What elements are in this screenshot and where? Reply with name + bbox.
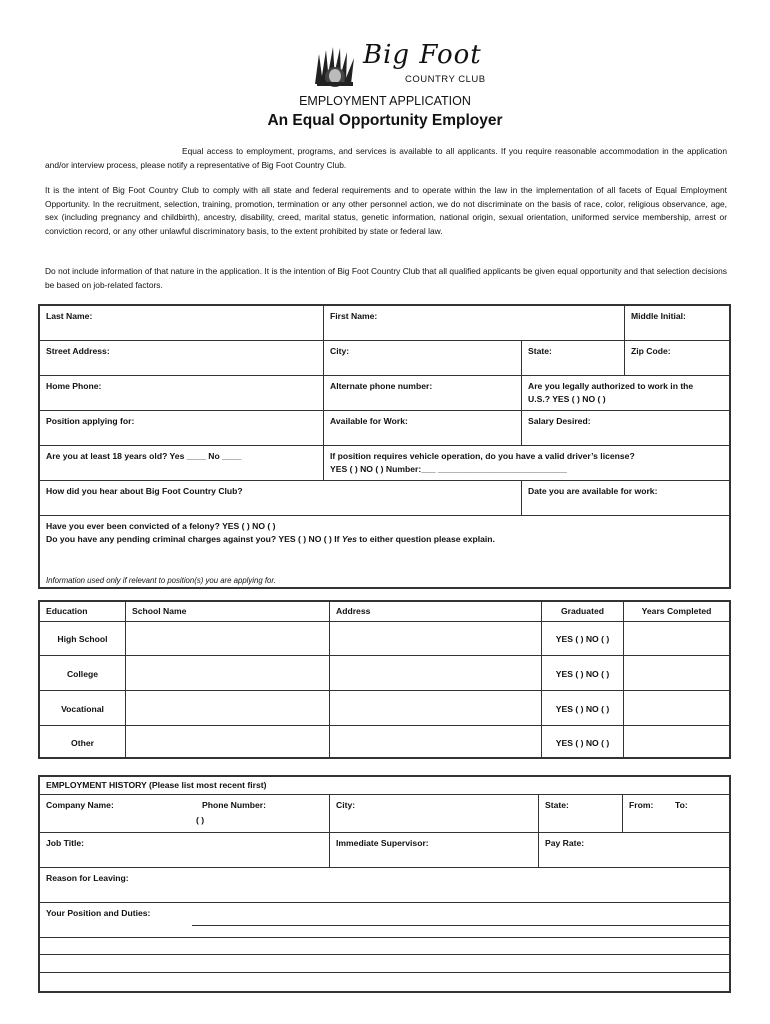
- age-question-label: Are you at least 18 years old? Yes ____ No ____: [46, 451, 242, 461]
- first-name-field[interactable]: [324, 306, 625, 341]
- last-name-label: Last Name:: [46, 311, 93, 321]
- intro-paragraph-eeo: It is the intent of Big Foot Country Club to comply with all state and federal requirements and to operate within the law in the implementation of all facets of Equal Employment Opportunity. In the recruitment, selection, training, promotion, termination or any other personnel action, we do not discriminate on the basis of race, color, religious observance, age, sex (including pregnancy and childbirth), ancestry, disability, creed, marital status, genetic information, national origin, sexual orientation, uniformed service membership, arrest or conviction record, or any other unlawful discriminatory basis, to the extent prohibited by state or federal law.: [45, 185, 727, 236]
- drivers-license-options: YES ( ) NO ( ) Number:___ ___________________________: [330, 464, 567, 474]
- zip-code-label: Zip Code:: [631, 346, 671, 356]
- education-row-label: Vocational: [40, 691, 126, 726]
- graduated-options[interactable]: YES ( ) NO ( ): [542, 656, 624, 691]
- reason-for-leaving-label: Reason for Leaving:: [46, 873, 129, 883]
- alternate-phone-field[interactable]: [324, 376, 522, 411]
- logo-script-text: Big Foot: [363, 40, 482, 70]
- available-for-work-field[interactable]: [324, 411, 522, 446]
- employer-city-label: City:: [336, 800, 356, 810]
- education-header: Education: [40, 602, 126, 622]
- years-completed-input[interactable]: [624, 691, 729, 726]
- document-title: EMPLOYMENT APPLICATION: [299, 94, 471, 108]
- employment-history-section: [38, 775, 731, 993]
- intro-paragraph-access: Equal access to employment, programs, and services is available to all applicants. If you require reasonable accommodation in the application and/or interview process, please notify a representative of Big Foot Country Club.: [45, 146, 727, 170]
- pending-charges-question: Do you have any pending criminal charges against you? YES ( ) NO ( ) If Yes to either question please explain.: [46, 534, 495, 544]
- school-address-input[interactable]: [330, 656, 542, 691]
- drivers-license-question: If position requires vehicle operation, do you have a valid driver’s license?: [330, 451, 635, 461]
- personal-info-section: [38, 304, 731, 589]
- to-date-label: To:: [675, 800, 688, 810]
- employment-history-title: EMPLOYMENT HISTORY (Please list most recent first): [40, 777, 729, 795]
- logo: [309, 40, 486, 90]
- referral-source-label: How did you hear about Big Foot Country Club?: [46, 486, 243, 496]
- home-phone-label: Home Phone:: [46, 381, 102, 391]
- address-header: Address: [330, 602, 542, 622]
- school-name-input[interactable]: [126, 691, 330, 726]
- graduated-header: Graduated: [542, 602, 624, 622]
- employer-city-field[interactable]: [330, 795, 539, 833]
- city-label: City:: [330, 346, 350, 356]
- job-title-label: Job Title:: [46, 838, 85, 848]
- work-authorization-field[interactable]: [522, 376, 729, 411]
- start-date-field[interactable]: [522, 481, 729, 516]
- job-title-field[interactable]: [40, 833, 330, 868]
- information-usage-note: Information used only if relevant to position(s) you are applying for.: [46, 576, 276, 585]
- street-address-field[interactable]: [40, 341, 324, 376]
- logo-subtitle: COUNTRY CLUB: [405, 74, 486, 85]
- graduated-options[interactable]: YES ( ) NO ( ): [542, 691, 624, 726]
- school-name-input[interactable]: [126, 622, 330, 656]
- position-duties-label: Your Position and Duties:: [46, 908, 151, 918]
- pay-rate-field[interactable]: [539, 833, 729, 868]
- city-field[interactable]: [324, 341, 522, 376]
- position-field[interactable]: [40, 411, 324, 446]
- intro-paragraph-instructions: Do not include information of that nature in the application. It is the intention of Big Foot Country Club that all qualified applicants be given equal opportunity and that selection decisions be based on job-related factors.: [45, 266, 727, 290]
- phone-area-code: ( ): [196, 815, 205, 825]
- salary-desired-field[interactable]: [522, 411, 729, 446]
- middle-initial-label: Middle Initial:: [631, 311, 686, 321]
- chief-headdress-icon: [309, 44, 361, 90]
- available-for-work-label: Available for Work:: [330, 416, 408, 426]
- felony-question: Have you ever been convicted of a felony? YES ( ) NO ( ): [46, 521, 276, 531]
- state-field[interactable]: [522, 341, 625, 376]
- education-row-label: Other: [40, 726, 126, 757]
- home-phone-field[interactable]: [40, 376, 324, 411]
- street-address-label: Street Address:: [46, 346, 110, 356]
- school-name-input[interactable]: [126, 656, 330, 691]
- salary-desired-label: Salary Desired:: [528, 416, 591, 426]
- school-address-input[interactable]: [330, 691, 542, 726]
- work-authorization-question: Are you legally authorized to work in the: [528, 381, 694, 391]
- referral-source-field[interactable]: [40, 481, 522, 516]
- phone-number-label: Phone Number:: [202, 800, 266, 810]
- start-date-label: Date you are available for work:: [528, 486, 658, 496]
- duties-underline: [192, 925, 729, 926]
- company-name-field[interactable]: [40, 795, 330, 833]
- years-completed-input[interactable]: [624, 656, 729, 691]
- age-question-field[interactable]: [40, 446, 324, 481]
- school-name-input[interactable]: [126, 726, 330, 757]
- school-name-header: School Name: [126, 602, 330, 622]
- employer-state-label: State:: [545, 800, 569, 810]
- education-row-label: High School: [40, 622, 126, 656]
- duties-line-input[interactable]: [40, 955, 729, 973]
- middle-initial-field[interactable]: [625, 306, 729, 341]
- first-name-label: First Name:: [330, 311, 378, 321]
- years-completed-input[interactable]: [624, 726, 729, 757]
- pay-rate-label: Pay Rate:: [545, 838, 585, 848]
- school-address-input[interactable]: [330, 622, 542, 656]
- alternate-phone-label: Alternate phone number:: [330, 381, 433, 391]
- zip-code-field[interactable]: [625, 341, 729, 376]
- education-section: [38, 600, 731, 759]
- graduated-options[interactable]: YES ( ) NO ( ): [542, 726, 624, 757]
- school-address-input[interactable]: [330, 726, 542, 757]
- from-date-label: From:: [629, 800, 654, 810]
- position-label: Position applying for:: [46, 416, 135, 426]
- graduated-options[interactable]: YES ( ) NO ( ): [542, 622, 624, 656]
- work-authorization-options: U.S.? YES ( ) NO ( ): [528, 394, 606, 404]
- company-name-label: Company Name:: [46, 800, 114, 810]
- supervisor-label: Immediate Supervisor:: [336, 838, 429, 848]
- duties-line-input[interactable]: [40, 973, 729, 991]
- years-completed-header: Years Completed: [624, 602, 729, 622]
- employment-dates-field[interactable]: [623, 795, 729, 833]
- last-name-field[interactable]: [40, 306, 324, 341]
- supervisor-field[interactable]: [330, 833, 539, 868]
- state-label: State:: [528, 346, 552, 356]
- years-completed-input[interactable]: [624, 622, 729, 656]
- duties-line-input[interactable]: [40, 937, 729, 955]
- reason-for-leaving-field[interactable]: [40, 868, 729, 903]
- criminal-history-field[interactable]: [40, 516, 729, 587]
- employer-state-field[interactable]: [539, 795, 623, 833]
- document-subtitle: An Equal Opportunity Employer: [267, 112, 503, 129]
- drivers-license-field[interactable]: [324, 446, 729, 481]
- position-duties-field[interactable]: [40, 903, 729, 937]
- education-row-label: College: [40, 656, 126, 691]
